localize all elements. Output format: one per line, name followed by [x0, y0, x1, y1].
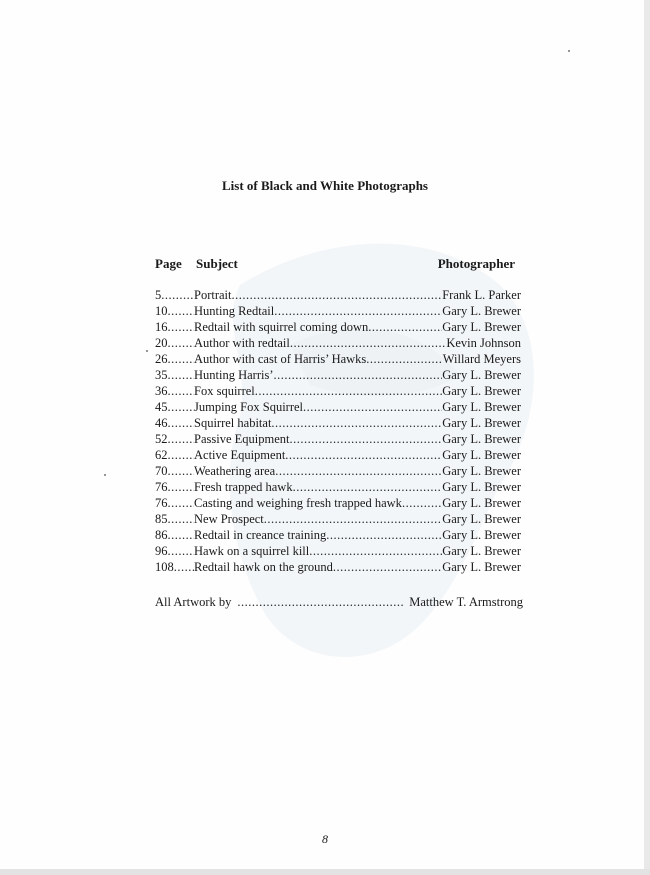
entry-page: 76 [155, 496, 168, 510]
artwork-credit-label: All Artwork by [155, 595, 232, 609]
entry-photographer: Gary L. Brewer [442, 480, 521, 494]
photograph-list [155, 287, 521, 575]
list-item [155, 511, 521, 527]
entry-subject: Redtail hawk on the ground [194, 560, 333, 574]
entry-photographer: Gary L. Brewer [442, 400, 521, 414]
entry-subject: Hunting Harris’ [194, 368, 274, 382]
artwork-credit-artist: Matthew T. Armstrong [409, 595, 523, 609]
entry-photographer: Gary L. Brewer [442, 544, 521, 558]
list-item [155, 415, 521, 431]
list-item [155, 463, 521, 479]
entry-photographer: Gary L. Brewer [442, 320, 521, 334]
entry-page: 62 [155, 448, 168, 462]
entry-page: 5 [155, 288, 162, 302]
entry-photographer: Gary L. Brewer [442, 528, 521, 542]
entry-photographer: Gary L. Brewer [442, 368, 521, 382]
entry-page: 52 [155, 432, 168, 446]
entry-subject: Redtail with squirrel coming down [194, 320, 369, 334]
list-item [155, 479, 521, 495]
entry-photographer: Gary L. Brewer [442, 448, 521, 462]
entry-page: 20 [155, 336, 168, 350]
list-item [155, 495, 521, 511]
column-header-page: Page [155, 256, 182, 271]
entry-photographer: Gary L. Brewer [442, 416, 521, 430]
list-item [155, 431, 521, 447]
entry-photographer: Gary L. Brewer [442, 496, 521, 510]
entry-page: 45 [155, 400, 168, 414]
entry-photographer: Kevin Johnson [446, 336, 521, 350]
list-item [155, 559, 521, 575]
column-headers [155, 256, 525, 272]
entry-subject: Active Equipment [194, 448, 286, 462]
list-item [155, 335, 521, 351]
entry-photographer: Gary L. Brewer [442, 384, 521, 398]
entry-page: 76 [155, 480, 168, 494]
entry-page: 86 [155, 528, 168, 542]
entry-page: 16 [155, 320, 168, 334]
page-number: 8 [322, 832, 328, 846]
entry-page: 108 [155, 560, 174, 574]
entry-page: 85 [155, 512, 168, 526]
entry-page: 10 [155, 304, 168, 318]
list-item [155, 399, 521, 415]
column-header-photographer: Photographer [437, 256, 515, 271]
column-header-subject: Subject [196, 256, 238, 271]
page-edge-right [644, 0, 650, 875]
entry-subject: Hawk on a squirrel kill [194, 544, 310, 558]
list-item [155, 383, 521, 399]
list-item [155, 447, 521, 463]
list-item [155, 287, 521, 303]
entry-subject: Author with redtail [194, 336, 290, 350]
entry-page: 36 [155, 384, 168, 398]
entry-photographer: Gary L. Brewer [442, 304, 521, 318]
entry-subject: Passive Equipment [194, 432, 290, 446]
entry-photographer: Gary L. Brewer [442, 560, 521, 574]
paper-speck [146, 350, 148, 352]
entry-subject: Redtail in creance training [194, 528, 327, 542]
list-item [155, 319, 521, 335]
list-item [155, 303, 521, 319]
entry-subject: Fox squirrel [194, 384, 255, 398]
entry-photographer: Gary L. Brewer [442, 464, 521, 478]
page-title: List of Black and White Photographs [222, 178, 428, 193]
entry-subject: Author with cast of Harris’ Hawks [194, 352, 367, 366]
entry-page: 96 [155, 544, 168, 558]
entry-subject: Casting and weighing fresh trapped hawk [194, 496, 402, 510]
list-item [155, 543, 521, 559]
paper-speck [568, 50, 570, 52]
entry-subject: Portrait [194, 288, 232, 302]
entry-photographer: Frank L. Parker [442, 288, 521, 302]
entry-photographer: Gary L. Brewer [442, 512, 521, 526]
entry-subject: Squirrel habitat [194, 416, 272, 430]
entry-page: 70 [155, 464, 168, 478]
entry-subject: Jumping Fox Squirrel [194, 400, 304, 414]
list-item [155, 351, 521, 367]
entry-photographer: Willard Meyers [442, 352, 521, 366]
entry-subject: Weathering area [194, 464, 276, 478]
entry-page: 26 [155, 352, 168, 366]
page-edge-bottom [0, 869, 650, 875]
entry-subject: New Prospect [194, 512, 264, 526]
paper-speck [104, 474, 106, 476]
entry-photographer: Gary L. Brewer [442, 432, 521, 446]
entry-subject: Hunting Redtail [194, 304, 275, 318]
entry-page: 35 [155, 368, 168, 382]
entry-page: 46 [155, 416, 168, 430]
list-item [155, 367, 521, 383]
list-item [155, 527, 521, 543]
artwork-credit [155, 595, 523, 610]
entry-subject: Fresh trapped hawk [194, 480, 293, 494]
